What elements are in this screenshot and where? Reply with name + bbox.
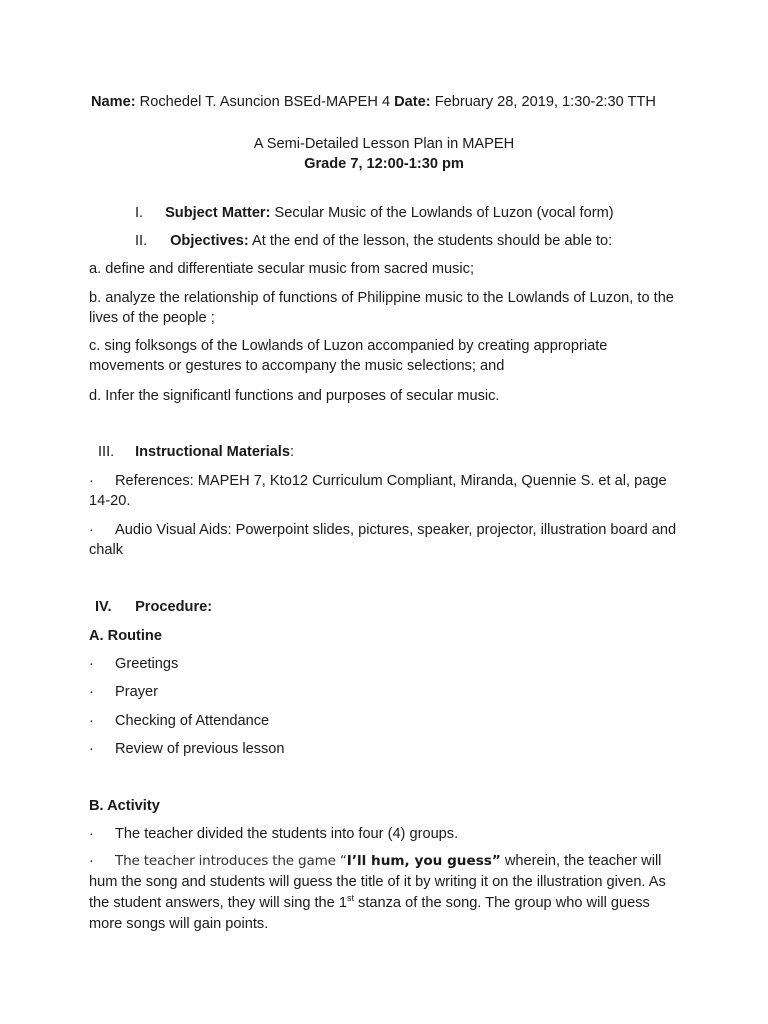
section-objectives <box>135 231 612 251</box>
list-item <box>89 711 269 731</box>
section-materials <box>98 442 294 462</box>
list-item <box>89 682 158 702</box>
date-label: Date: <box>394 94 431 110</box>
objective-item: d. Infer the significantl functions and purposes of secular music. <box>89 388 500 404</box>
objective-item: b. analyze the relationship of functions of Philippine music to the Lowlands of Luzon, to the lives of the people ; <box>89 290 674 326</box>
section-procedure <box>95 597 212 617</box>
document-title: A Semi-Detailed Lesson Plan in MAPEH <box>253 136 515 152</box>
date-value: February 28, 2019, 1:30-2:30 TTH <box>434 94 656 110</box>
list-item-text: Greetings <box>115 656 179 672</box>
objective-item: a. define and differentiate secular music from sacred music; <box>89 261 475 277</box>
section-label: Subject Matter: <box>165 205 271 221</box>
list-item-intro: The teacher introduces the game “ <box>115 853 347 869</box>
list-item-text: Review of previous lesson <box>115 741 285 757</box>
section-text: Secular Music of the Lowlands of Luzon (vocal form) <box>274 205 614 221</box>
list-item-text: Audio Visual Aids: Powerpoint slides, pictures, speaker, projector, illustration board and chalk <box>89 522 677 558</box>
section-colon: : <box>289 444 295 460</box>
routine-heading: A. Routine <box>89 628 162 644</box>
document-subtitle: Grade 7, 12:00-1:30 pm <box>304 156 464 172</box>
list-item-text: The teacher divided the students into four (4) groups. <box>115 826 459 842</box>
section-label: Objectives: <box>170 233 249 249</box>
section-label: Procedure: <box>135 599 213 615</box>
list-item <box>89 654 178 674</box>
game-title: I’ll hum, you guess” <box>346 853 501 869</box>
header-line <box>91 92 656 112</box>
name-value: Rochedel T. Asuncion BSEd-MAPEH 4 <box>139 94 391 110</box>
list-item <box>89 471 669 511</box>
bullet-icon: · <box>89 713 94 729</box>
list-item <box>89 739 285 759</box>
list-item-text: Checking of Attendance <box>115 713 270 729</box>
section-number: I. <box>135 205 144 221</box>
bullet-icon: · <box>89 826 94 842</box>
section-number: IV. <box>95 599 112 615</box>
activity-heading: B. Activity <box>89 798 160 814</box>
section-number: III. <box>98 444 115 460</box>
bullet-icon: · <box>89 853 94 869</box>
section-number: II. <box>135 233 148 249</box>
bullet-icon: · <box>89 522 94 538</box>
objective-item: c. sing folksongs of the Lowlands of Luzon accompanied by creating appropriate movements or gestures to accompany the music selections; and <box>89 338 608 374</box>
list-item-text: wherein, the teacher will hum the song and students will guess the title of it by writing it on the illustration given. As the student answers, they will sing the 1 <box>89 853 666 911</box>
list-item <box>89 520 679 560</box>
section-subject-matter <box>135 203 614 223</box>
section-label: Instructional Materials <box>135 444 290 460</box>
list-item-text: Prayer <box>115 684 158 700</box>
list-item-text: References: MAPEH 7, Kto12 Curriculum Compliant, Miranda, Quennie S. et al, page 14-20. <box>89 473 667 509</box>
name-label: Name: <box>91 94 136 110</box>
section-text: At the end of the lesson, the students should be able to: <box>252 233 613 249</box>
superscript: st <box>346 893 354 904</box>
bullet-icon: · <box>89 741 94 757</box>
list-item-text-end: stanza of the song. The group who will guess more songs will gain points. <box>89 895 650 932</box>
list-item <box>89 824 458 844</box>
list-item <box>89 851 669 935</box>
bullet-icon: · <box>89 656 94 672</box>
bullet-icon: · <box>89 684 94 700</box>
bullet-icon: · <box>89 473 94 489</box>
